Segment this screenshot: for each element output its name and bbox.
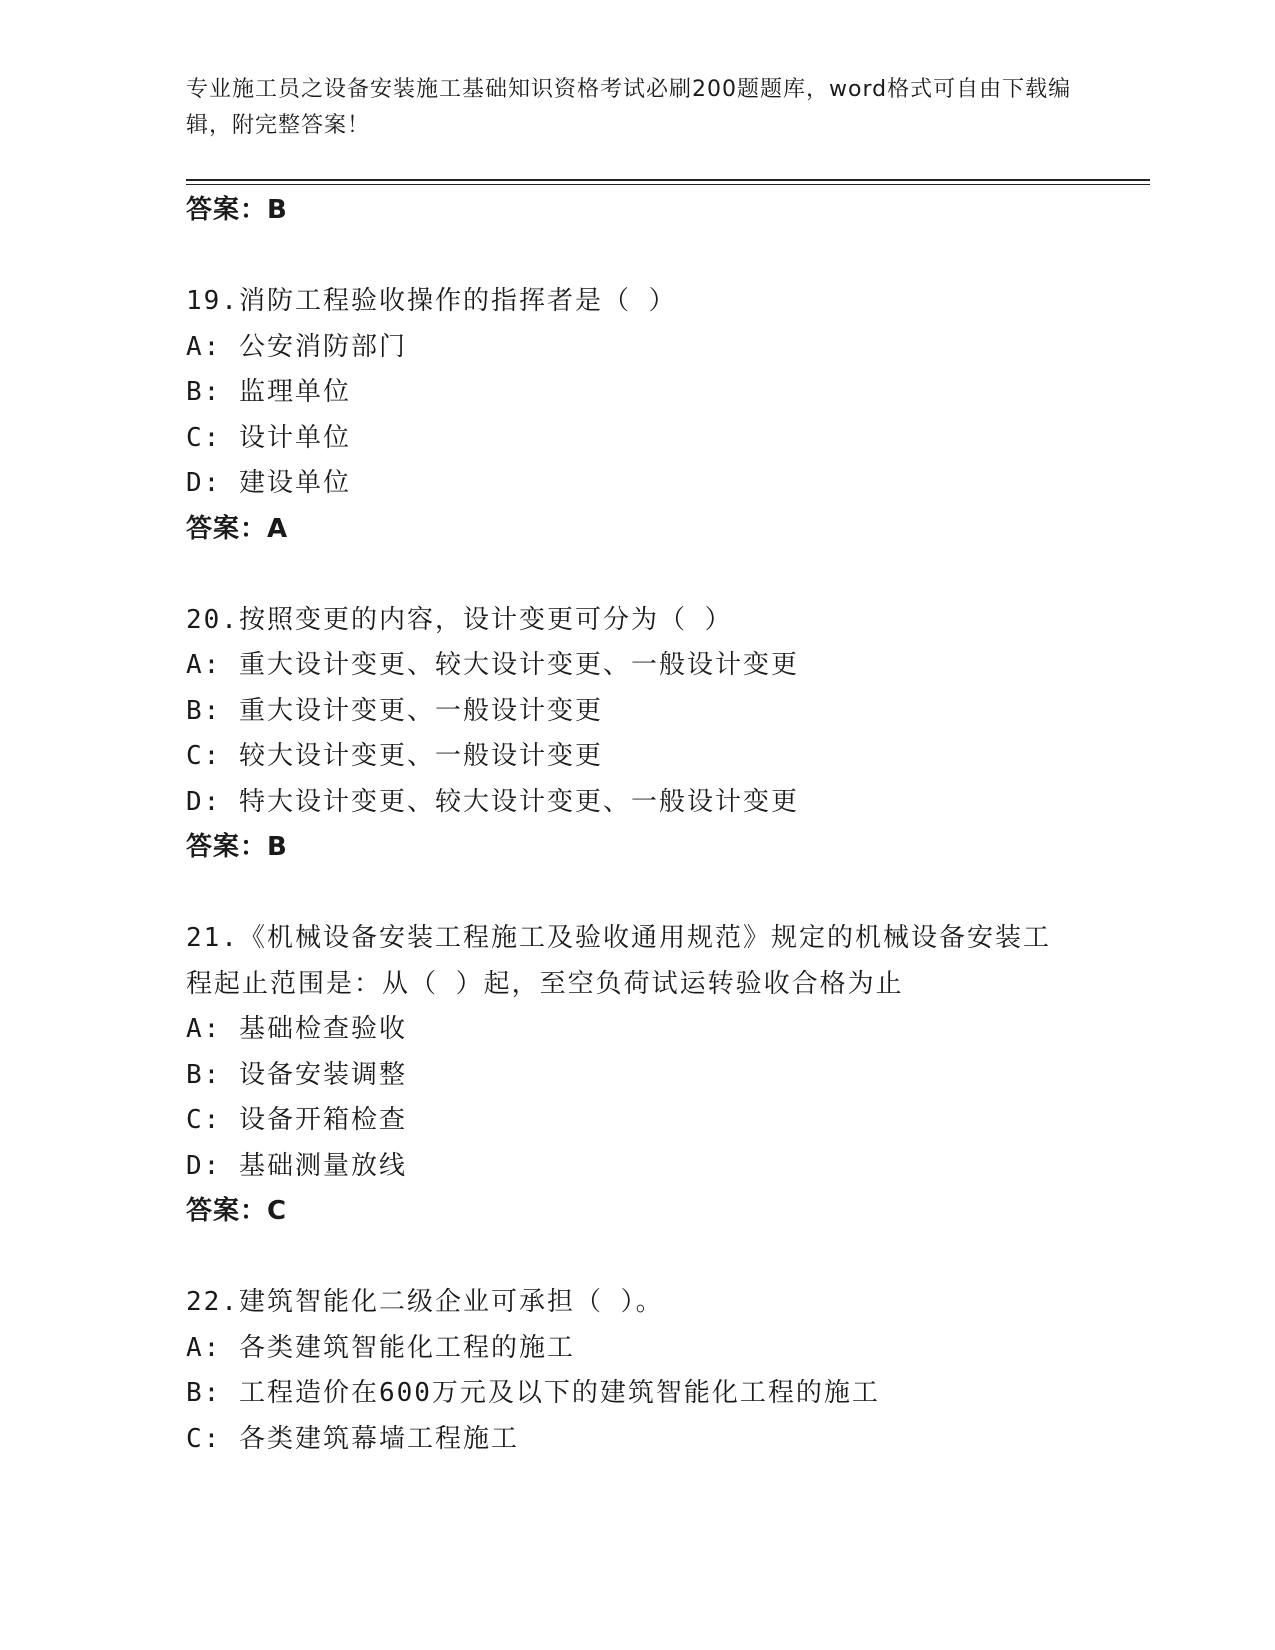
answer-label: 答案： <box>186 513 268 544</box>
option-b: B: 设备安装调整 <box>186 1059 407 1090</box>
option-c: C: 设备开箱检查 <box>186 1105 407 1135</box>
header-rule-thin <box>186 184 1150 185</box>
answer-value: A <box>267 513 289 544</box>
answer-value: B <box>267 195 288 225</box>
answer-line <box>186 1189 1086 1235</box>
question-stem: 20.按照变更的内容，设计变更可分为（ ） <box>186 604 733 635</box>
option-a: A: 各类建筑智能化工程的施工 <box>186 1332 575 1363</box>
answer-label: 答案： <box>186 1196 268 1226</box>
option-b: B: 重大设计变更、一般设计变更 <box>186 695 603 726</box>
answer-line <box>186 188 1086 234</box>
answer-line <box>186 507 1086 553</box>
answer-label: 答案： <box>186 195 268 225</box>
option-a: A: 基础检查验收 <box>186 1014 407 1044</box>
question-stem: 21.《机械设备安装工程施工及验收通用规范》规定的机械设备安装工程起止范围是：从（ ）起，至空负荷试运转验收合格为止 <box>186 923 1051 999</box>
spacer <box>186 871 1086 917</box>
answer-value: B <box>267 832 288 862</box>
spacer <box>186 234 1086 280</box>
answer-value: C <box>267 1196 288 1226</box>
spacer <box>186 552 1086 598</box>
answer-line <box>186 825 1086 871</box>
option-c: C: 较大设计变更、一般设计变更 <box>186 741 603 771</box>
spacer <box>186 1235 1086 1281</box>
question-stem: 19.消防工程验收操作的指挥者是（ ） <box>186 286 677 316</box>
option-a: A: 公安消防部门 <box>186 331 407 362</box>
header-rule-thick <box>186 179 1150 181</box>
option-d: D: 基础测量放线 <box>186 1150 407 1181</box>
question-stem: 22.建筑智能化二级企业可承担（ ）。 <box>186 1287 664 1317</box>
option-b: B: 监理单位 <box>186 377 351 407</box>
option-d: D: 建设单位 <box>186 468 351 498</box>
option-a: A: 重大设计变更、较大设计变更、一般设计变更 <box>186 650 799 680</box>
option-c: C: 各类建筑幕墙工程施工 <box>186 1423 519 1454</box>
document-header: 专业施工员之设备安装施工基础知识资格考试必刷200题题库，word格式可自由下载编辑，附完整答案！ <box>186 77 1072 138</box>
option-d: D: 特大设计变更、较大设计变更、一般设计变更 <box>186 786 799 817</box>
option-c: C: 设计单位 <box>186 422 351 453</box>
question-list <box>186 188 1086 1462</box>
option-b: B: 工程造价在600万元及以下的建筑智能化工程的施工 <box>186 1378 880 1408</box>
answer-label: 答案： <box>186 832 268 862</box>
